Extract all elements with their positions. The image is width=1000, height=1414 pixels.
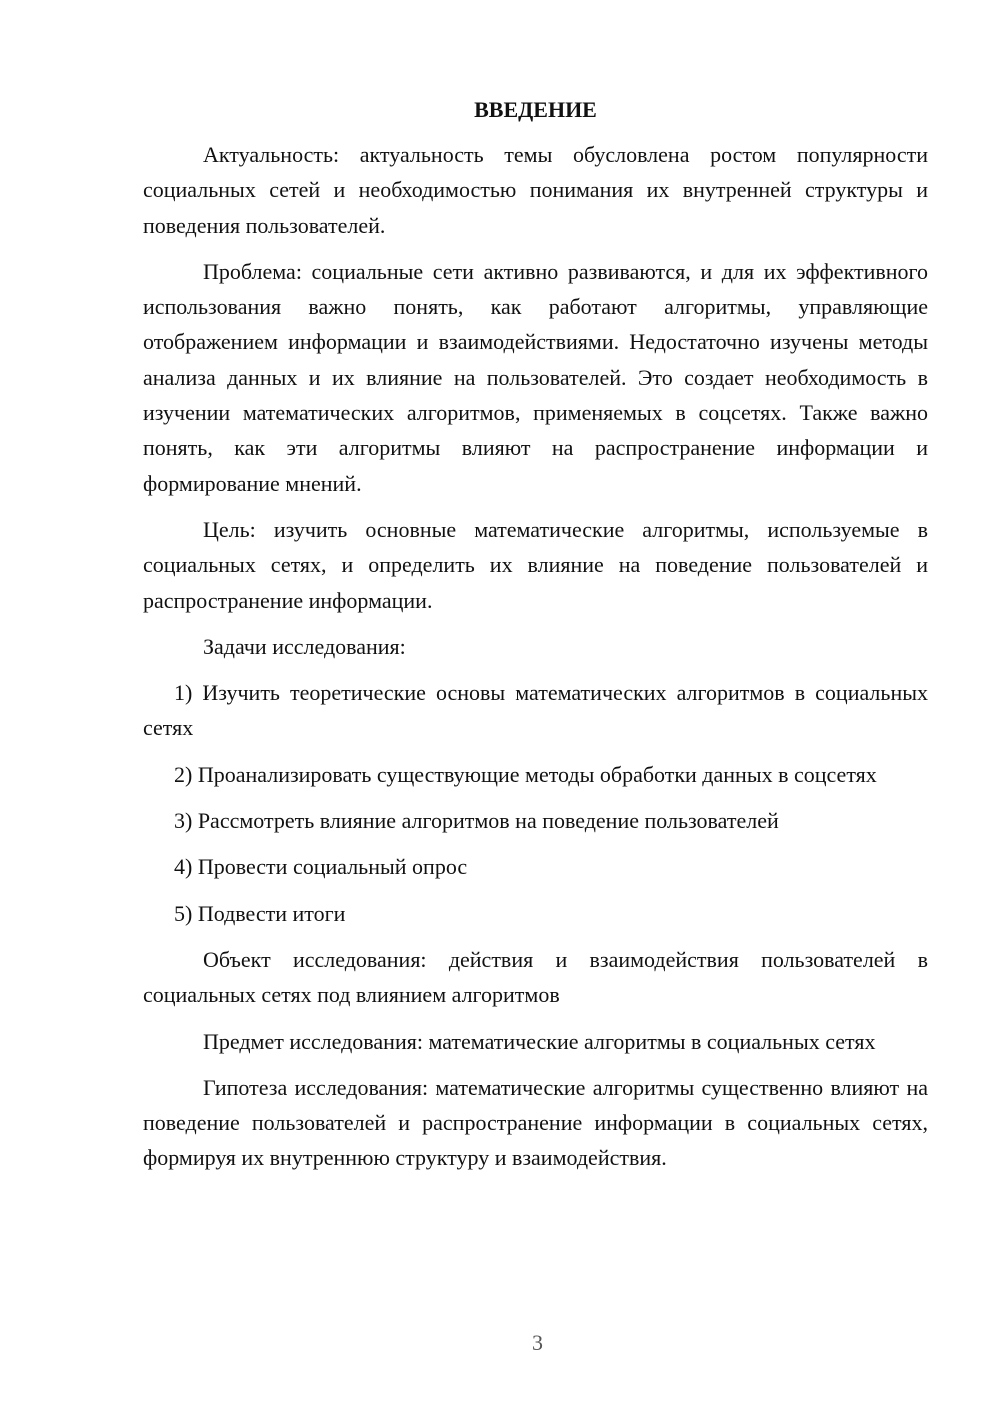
- paragraph-subject: Предмет исследования: математические алгоритмы в социальных сетях: [203, 1028, 876, 1054]
- paragraph-hypothesis: Гипотеза исследования: математические алгоритмы существенно влияют на поведение пользователей и распространение информации в социальных сетях, формируя их внутреннюю структуру и взаимодействия.: [143, 1074, 928, 1171]
- page-number: 3: [532, 1330, 543, 1355]
- paragraph-object: Объект исследования: действия и взаимодействия пользователей в социальных сетях под влиянием алгоритмов: [143, 946, 928, 1008]
- task-item-4: 4) Провести социальный опрос: [174, 854, 468, 880]
- task-item-5: 5) Подвести итоги: [174, 900, 346, 926]
- paragraph-problem: Проблема: социальные сети активно развиваются, и для их эффективного использования важно понять, как работают алгоритмы, управляющие отображением информации и взаимодействиями. Недостаточно изучены методы анализа данных и их влияние на пользователей. Это создает необходимость в изучении математических алгоритмов, применяемых в соцсетях. Также важно понять, как эти алгоритмы влияют на распространение информации и формирование мнений.: [143, 258, 928, 496]
- task-item-3: 3) Рассмотреть влияние алгоритмов на поведение пользователей: [174, 808, 779, 834]
- paragraph-goal: Цель: изучить основные математические алгоритмы, используемые в социальных сетях, и определить их влияние на поведение пользователей и распространение информации.: [143, 516, 928, 613]
- task-item-2: 2) Проанализировать существующие методы обработки данных в соцсетях: [174, 761, 877, 787]
- paragraph-tasks-heading: Задачи исследования:: [203, 633, 406, 659]
- task-item-1: 1) Изучить теоретические основы математических алгоритмов в социальных сетях: [143, 680, 928, 741]
- section-title: ВВЕДЕНИЕ: [474, 97, 597, 122]
- paragraph-relevance: Актуальность: актуальность темы обусловлена ростом популярности социальных сетей и необходимостью понимания их внутренней структуры и поведения пользователей.: [143, 142, 928, 238]
- page-content: [143, 92, 928, 1187]
